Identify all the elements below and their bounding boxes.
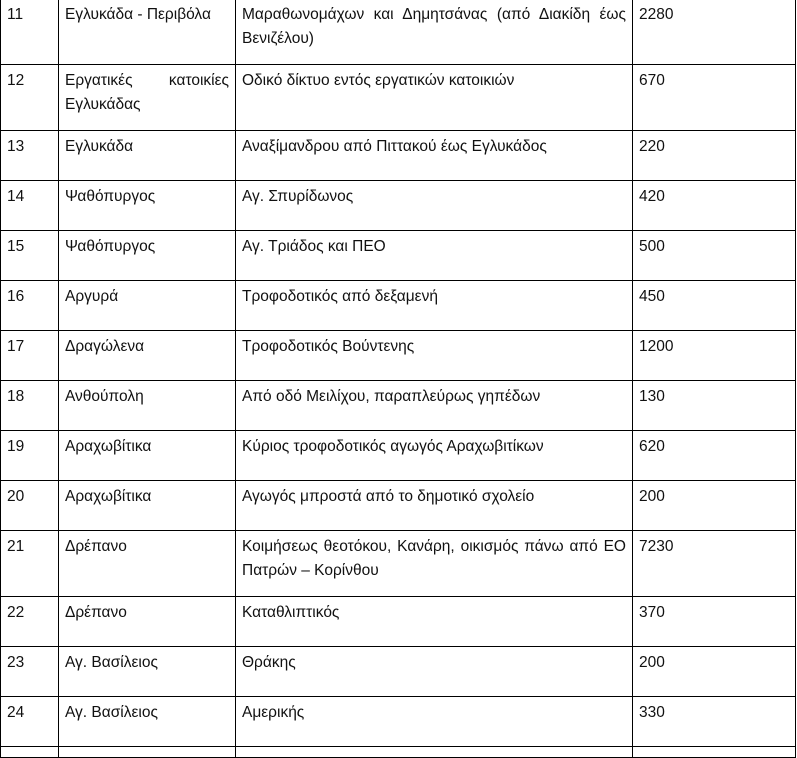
row-number: 13	[1, 131, 59, 181]
row-number: 24	[1, 697, 59, 747]
table-row	[1, 697, 796, 747]
area-cell: Εγλυκάδα - Περιβόλα	[59, 0, 236, 65]
length-cell: 330	[633, 697, 796, 747]
description-cell: Μαραθωνομάχων και Δημητσάνας (από Διακίδη έως Βενιζέλου)	[236, 0, 633, 65]
area-cell: Αραχωβίτικα	[59, 431, 236, 481]
description-cell: Κύριος τροφοδοτικός αγωγός Αραχωβιτίκων	[236, 431, 633, 481]
table-row	[1, 597, 796, 647]
length-cell: 620	[633, 431, 796, 481]
table-row	[1, 131, 796, 181]
description-cell: Κοιμήσεως θεοτόκου, Κανάρη, οικισμός πάνω από ΕΟ Πατρών – Κορίνθου	[236, 531, 633, 597]
length-cell: 200	[633, 481, 796, 531]
row-number: 23	[1, 647, 59, 697]
table-row	[1, 0, 796, 65]
length-cell: 2280	[633, 0, 796, 65]
empty-cell	[633, 747, 796, 758]
description-cell: Καταθλιπτικός	[236, 597, 633, 647]
empty-cell	[59, 747, 236, 758]
table-row	[1, 331, 796, 381]
description-cell: Τροφοδοτικός από δεξαμενή	[236, 281, 633, 331]
empty-cell	[1, 747, 59, 758]
table-row	[1, 431, 796, 481]
row-number: 15	[1, 231, 59, 281]
description-cell: Αγ. Σπυρίδωνος	[236, 181, 633, 231]
table-row	[1, 531, 796, 597]
length-cell: 220	[633, 131, 796, 181]
length-cell: 420	[633, 181, 796, 231]
empty-cell	[236, 747, 633, 758]
length-cell: 500	[633, 231, 796, 281]
row-number: 14	[1, 181, 59, 231]
length-cell: 7230	[633, 531, 796, 597]
table-row	[1, 647, 796, 697]
description-cell: Οδικό δίκτυο εντός εργατικών κατοικιών	[236, 65, 633, 131]
row-number: 22	[1, 597, 59, 647]
area-cell: Δρέπανο	[59, 597, 236, 647]
table-row	[1, 281, 796, 331]
table-row	[1, 381, 796, 431]
area-cell: Δρέπανο	[59, 531, 236, 597]
description-cell: Θράκης	[236, 647, 633, 697]
table-row	[1, 181, 796, 231]
row-number: 11	[1, 0, 59, 65]
row-number: 21	[1, 531, 59, 597]
length-cell: 670	[633, 65, 796, 131]
area-cell: Αγ. Βασίλειος	[59, 647, 236, 697]
description-cell: Αγωγός μπροστά από το δημοτικό σχολείο	[236, 481, 633, 531]
area-cell: Εγλυκάδα	[59, 131, 236, 181]
description-cell: Αμερικής	[236, 697, 633, 747]
length-cell: 450	[633, 281, 796, 331]
length-cell: 200	[633, 647, 796, 697]
row-number: 17	[1, 331, 59, 381]
description-cell: Αναξίμανδρου από Πιττακού έως Εγλυκάδος	[236, 131, 633, 181]
description-cell: Από οδό Μειλίχου, παραπλεύρως γηπέδων	[236, 381, 633, 431]
area-cell: Αγ. Βασίλειος	[59, 697, 236, 747]
row-number: 20	[1, 481, 59, 531]
length-cell: 1200	[633, 331, 796, 381]
area-cell: Αραχωβίτικα	[59, 481, 236, 531]
area-cell: Ανθούπολη	[59, 381, 236, 431]
table-row	[1, 65, 796, 131]
row-number: 18	[1, 381, 59, 431]
area-cell: Ψαθόπυργος	[59, 181, 236, 231]
row-number: 16	[1, 281, 59, 331]
row-number: 19	[1, 431, 59, 481]
description-cell: Τροφοδοτικός Βούντενης	[236, 331, 633, 381]
area-cell: Δραγώλενα	[59, 331, 236, 381]
row-number: 12	[1, 65, 59, 131]
area-cell: Εργατικές κατοικίες Εγλυκάδας	[59, 65, 236, 131]
length-cell: 370	[633, 597, 796, 647]
table-row	[1, 231, 796, 281]
length-cell: 130	[633, 381, 796, 431]
table-row	[1, 481, 796, 531]
description-cell: Αγ. Τριάδος και ΠΕΟ	[236, 231, 633, 281]
table-row-partial	[1, 747, 796, 758]
area-cell: Ψαθόπυργος	[59, 231, 236, 281]
area-cell: Αργυρά	[59, 281, 236, 331]
